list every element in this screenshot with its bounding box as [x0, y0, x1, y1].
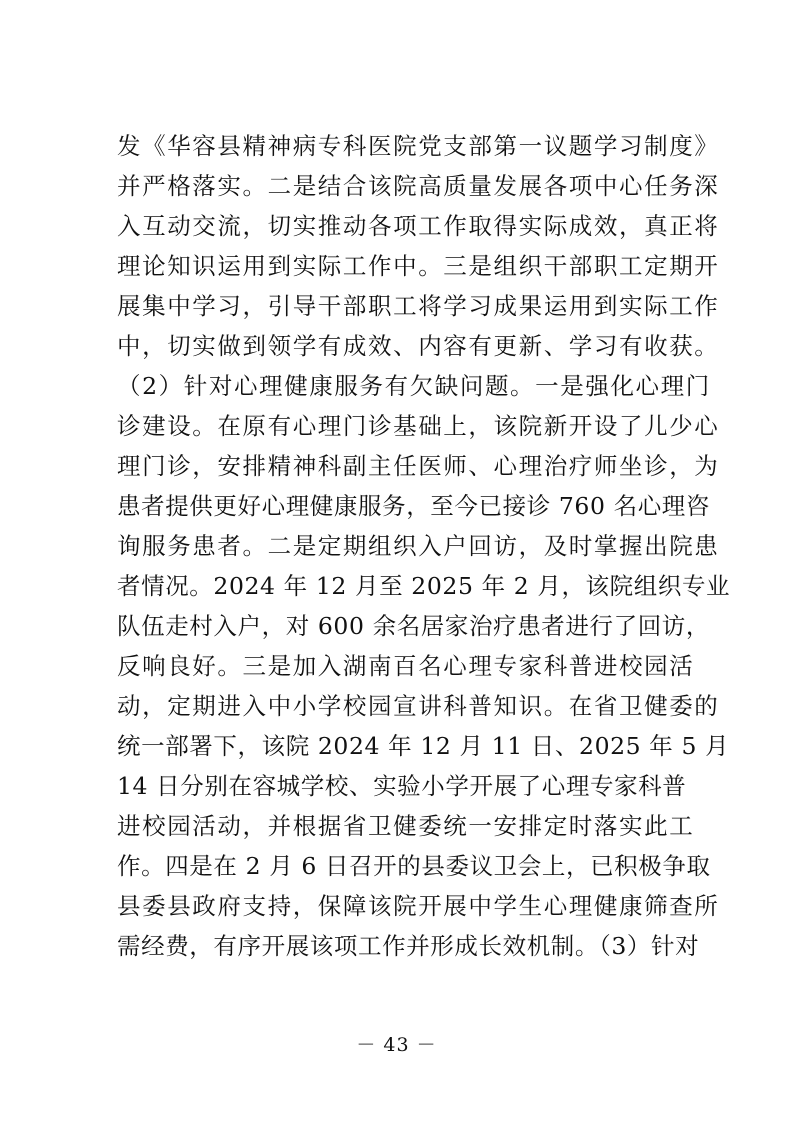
page-number: － 43 －: [356, 1034, 437, 1056]
text-line: 动，定期进入中小学校园宣讲科普知识。在省卫健委的: [117, 692, 720, 720]
text-line: 县委县政府支持，保障该院开展中学生心理健康筛查所: [117, 892, 720, 920]
text-line: 理论知识运用到实际工作中。三是组织干部职工定期开: [117, 252, 720, 280]
text-line: 发《华容县精神病专科医院党支部第一议题学习制度》: [117, 132, 720, 160]
text-line: 询服务患者。二是定期组织入户回访，及时掌握出院患: [117, 532, 720, 560]
body-text: [117, 126, 731, 966]
text-line: 统一部署下，该院 2024 年 12 月 11 日、2025 年 5 月: [117, 732, 730, 760]
text-line: 者情况。2024 年 12 月至 2025 年 2 月，该院组织专业: [117, 572, 731, 600]
text-line: （2）针对心理健康服务有欠缺问题。一是强化心理门: [117, 372, 711, 400]
text-line: 患者提供更好心理健康服务，至今已接诊 760 名心理咨: [117, 492, 710, 520]
text-line: 并严格落实。二是结合该院高质量发展各项中心任务深: [117, 172, 720, 200]
text-line: 14 日分别在容城学校、实验小学开展了心理专家科普: [117, 772, 687, 800]
text-line: 作。四是在 2 月 6 日召开的县委议卫会上，已积极争取: [117, 852, 711, 880]
text-line: 需经费，有序开展该项工作并形成长效机制。（3）针对: [117, 932, 700, 960]
text-line: 理门诊，安排精神科副主任医师、心理治疗师坐诊，为: [117, 452, 720, 480]
text-line: 反响良好。三是加入湖南百名心理专家科普进校园活: [117, 652, 695, 680]
text-line: 进校园活动，并根据省卫健委统一安排定时落实此工: [117, 812, 695, 840]
text-line: 中，切实做到领学有成效、内容有更新、学习有收获。: [117, 332, 720, 360]
text-line: 展集中学习，引导干部职工将学习成果运用到实际工作: [117, 292, 720, 320]
text-line: 队伍走村入户，对 600 余名居家治疗患者进行了回访，: [117, 612, 710, 640]
text-line: 诊建设。在原有心理门诊基础上，该院新开设了儿少心: [117, 412, 720, 440]
text-line: 入互动交流，切实推动各项工作取得实际成效，真正将: [117, 212, 720, 240]
